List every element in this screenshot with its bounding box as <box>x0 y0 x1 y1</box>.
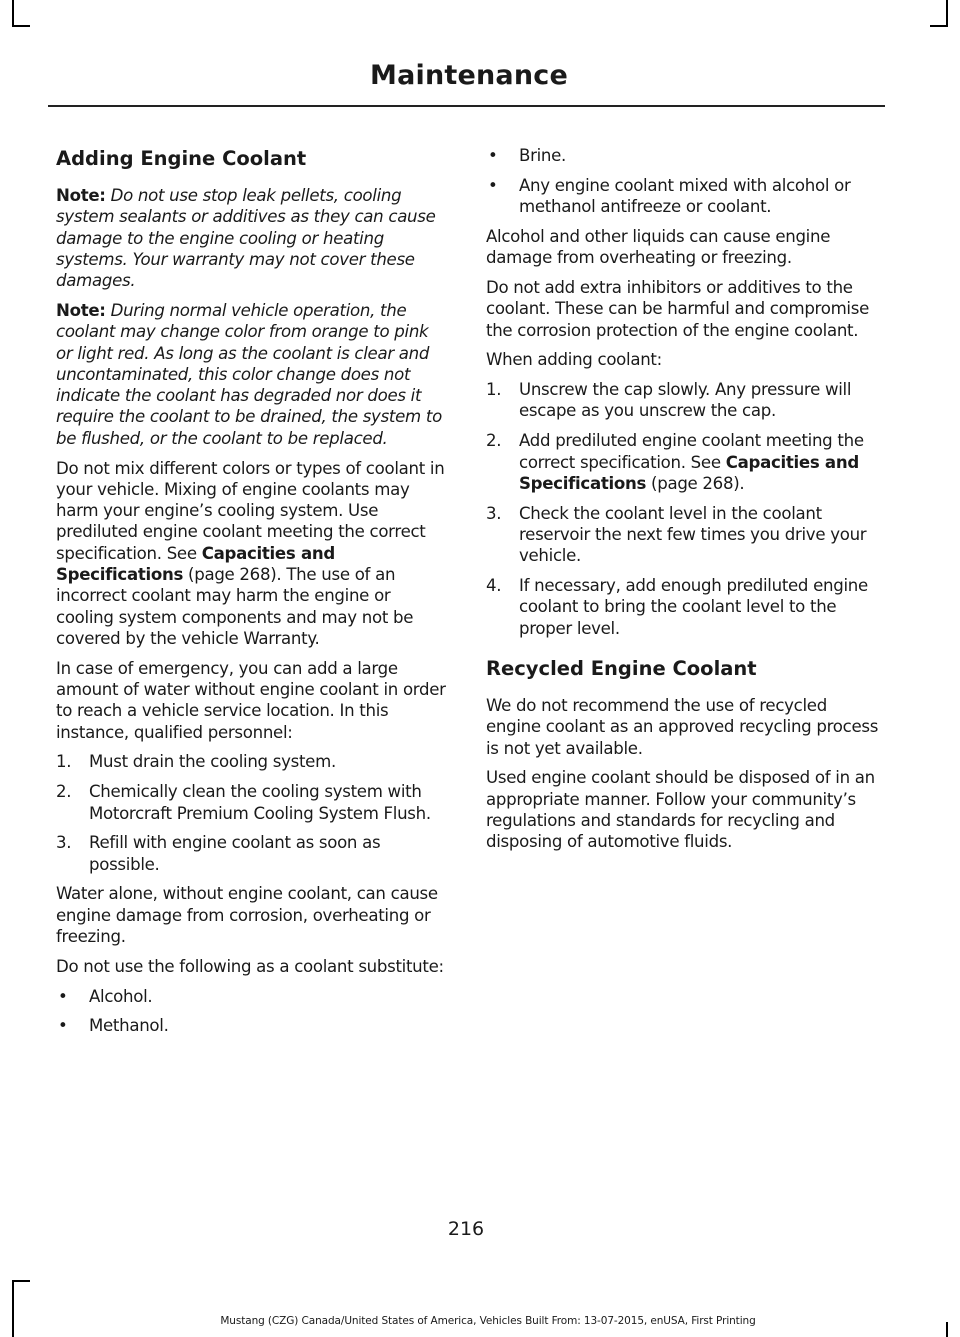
right-column <box>486 145 880 861</box>
item-number: 3. <box>56 833 72 853</box>
footer-edition-info: Mustang (CZG) Canada/United States of America, Vehicles Built From: 13-07-2015, enUSA, First Printing <box>220 1315 756 1327</box>
numbered-item <box>56 781 448 824</box>
bullet-item <box>56 1015 448 1036</box>
crop-mark-top-left-v <box>12 0 14 26</box>
note-color-change <box>56 300 448 449</box>
bullet-icon: • <box>488 175 498 195</box>
item-number: 1. <box>486 380 502 400</box>
paragraph-text: Do not mix different colors or types of coolant in your vehicle. Mixing of engine coolants may harm your engine’s cooling system. Use prediluted engine coolant meeting the correct specification. See <box>56 458 445 563</box>
paragraph-water-alone: Water alone, without engine coolant, can cause engine damage from corrosion, overheating or freezing. <box>56 884 438 946</box>
item-text: Chemically clean the cooling system with Motorcraft Premium Cooling System Flush. <box>89 782 431 823</box>
item-text: Methanol. <box>89 1016 169 1036</box>
note-text: Do not use stop leak pellets, cooling system sealants or additives as they can cause damage to the engine cooling or heating systems. Your warranty may not cover these damages. <box>56 186 436 291</box>
note-stop-leak <box>56 185 448 291</box>
numbered-item <box>486 575 880 639</box>
page-number: 216 <box>447 1218 485 1240</box>
paragraph-mixing <box>56 458 448 650</box>
item-text: If necessary, add enough prediluted engine coolant to bring the coolant level to the proper level. <box>519 576 868 638</box>
item-text: Any engine coolant mixed with alcohol or methanol antifreeze or coolant. <box>519 175 851 217</box>
crop-mark-bottom-left-h <box>12 1280 30 1282</box>
bullet-icon: • <box>58 1016 68 1036</box>
numbered-item <box>486 503 880 567</box>
page-header-title: Maintenance <box>370 60 568 91</box>
bullet-item <box>486 175 880 218</box>
cross-reference-link[interactable]: Capacities and Specifications <box>56 543 335 585</box>
numbered-item <box>56 832 448 875</box>
paragraph-recycle: We do not recommend the use of recycled engine coolant as an approved recycling process is not yet available. <box>486 695 879 758</box>
item-text: Must drain the cooling system. <box>89 752 336 772</box>
crop-mark-top-left-h <box>12 25 30 27</box>
item-text: (page 268). <box>646 473 745 493</box>
crop-mark-bottom-left-v <box>12 1280 14 1337</box>
crop-mark-top-right-v <box>946 0 948 26</box>
paragraph-text: (page 268). The use of an incorrect coolant may harm the engine or cooling system components and may not be covered by the vehicle Warranty. <box>56 565 414 648</box>
numbered-item <box>486 430 880 494</box>
paragraph-dispose: Used engine coolant should be disposed of in an appropriate manner. Follow your community’s regulations and standards for recycling and disposing of automotive fluids. <box>486 768 875 852</box>
item-number: 2. <box>486 431 502 451</box>
bullet-item <box>56 986 448 1007</box>
cross-reference-link[interactable]: Capacities and Specifications <box>519 452 859 493</box>
header-divider <box>48 105 885 107</box>
paragraph-inhibitors: Do not add extra inhibitors or additives to the coolant. These can be harmful and compromise the corrosion protection of the engine coolant. <box>486 277 870 340</box>
item-text: Unscrew the cap slowly. Any pressure will escape as you unscrew the cap. <box>519 380 852 421</box>
item-text: Refill with engine coolant as soon as possible. <box>89 833 381 874</box>
crop-mark-top-right-h <box>930 25 948 27</box>
section-heading-adding-coolant: Adding Engine Coolant <box>56 147 307 170</box>
section-heading-recycled-coolant: Recycled Engine Coolant <box>486 656 757 680</box>
bullet-icon: • <box>58 986 68 1006</box>
bullet-item <box>486 145 880 166</box>
item-text: Check the coolant level in the coolant reservoir the next few times you drive your vehicle. <box>519 503 867 566</box>
item-text: Alcohol. <box>89 986 153 1006</box>
item-number: 3. <box>486 503 502 523</box>
item-number: 4. <box>486 576 502 596</box>
item-text: Brine. <box>519 146 567 165</box>
paragraph-emergency: In case of emergency, you can add a large amount of water without engine coolant in order to reach a vehicle service location. In this instance, qualified personnel: <box>56 658 446 742</box>
numbered-item <box>486 379 880 422</box>
item-text: Add prediluted engine coolant meeting the correct specification. See <box>519 431 864 472</box>
paragraph-when-adding: When adding coolant: <box>486 350 662 370</box>
paragraph-alcohol: Alcohol and other liquids can cause engine damage from overheating or freezing. <box>486 226 831 268</box>
item-number: 2. <box>56 782 72 802</box>
note-label: Note: <box>56 186 106 205</box>
bullet-icon: • <box>488 146 498 165</box>
note-label: Note: <box>56 300 106 320</box>
numbered-item <box>56 751 448 772</box>
crop-mark-bottom-right-v <box>946 1322 948 1337</box>
paragraph-substitute: Do not use the following as a coolant substitute: <box>56 956 444 976</box>
left-column <box>56 145 448 1045</box>
item-number: 1. <box>56 752 72 772</box>
note-text: During normal vehicle operation, the coolant may change color from orange to pink or light red. As long as the coolant is clear and uncontaminated, this color change does not indicate the coolant has degraded nor does it require the coolant to be drained, the system to be flushed, or the coolant to be replaced. <box>56 300 442 448</box>
